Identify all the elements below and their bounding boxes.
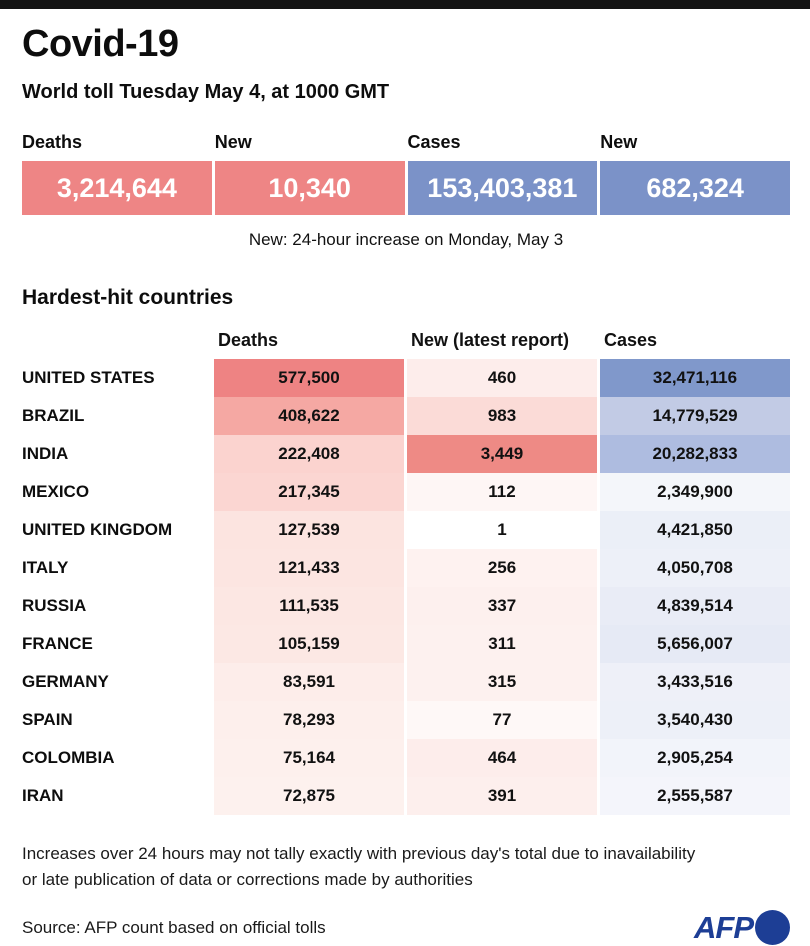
cases-cell: 4,050,708 bbox=[600, 549, 790, 587]
new-cell: 77 bbox=[407, 701, 597, 739]
deaths-cell: 222,408 bbox=[214, 435, 404, 473]
table-header-row bbox=[22, 330, 790, 359]
deaths-cell: 217,345 bbox=[214, 473, 404, 511]
table-row bbox=[22, 397, 790, 435]
country-label: ITALY bbox=[22, 549, 211, 587]
table-row bbox=[22, 587, 790, 625]
country-label: IRAN bbox=[22, 777, 211, 815]
table-row bbox=[22, 511, 790, 549]
new-cell: 112 bbox=[407, 473, 597, 511]
cases-cell: 4,421,850 bbox=[600, 511, 790, 549]
new-cell: 391 bbox=[407, 777, 597, 815]
footnote-line-2: or late publication of data or corrections made by authorities bbox=[22, 870, 473, 890]
new-cell: 464 bbox=[407, 739, 597, 777]
stat-box-deaths bbox=[22, 161, 212, 215]
table-row bbox=[22, 473, 790, 511]
hardest-hit-table bbox=[22, 330, 790, 815]
cases-cell: 3,433,516 bbox=[600, 663, 790, 701]
deaths-cell: 408,622 bbox=[214, 397, 404, 435]
country-label: COLOMBIA bbox=[22, 739, 211, 777]
table-row bbox=[22, 549, 790, 587]
deaths-cell: 127,539 bbox=[214, 511, 404, 549]
country-label: SPAIN bbox=[22, 701, 211, 739]
new-cell: 1 bbox=[407, 511, 597, 549]
new-cell: 983 bbox=[407, 397, 597, 435]
country-label: RUSSIA bbox=[22, 587, 211, 625]
cases-cell: 5,656,007 bbox=[600, 625, 790, 663]
top-accent-bar bbox=[0, 0, 810, 9]
cases-cell: 32,471,116 bbox=[600, 359, 790, 397]
world-totals-section bbox=[22, 132, 790, 250]
stat-box-cases bbox=[408, 161, 598, 215]
cases-cell: 14,779,529 bbox=[600, 397, 790, 435]
column-header-deaths: Deaths bbox=[218, 330, 279, 350]
page-title: Covid-19 bbox=[22, 23, 179, 65]
afp-logo bbox=[694, 910, 790, 946]
stat-value-new-deaths: 10,340 bbox=[268, 172, 351, 203]
country-label: INDIA bbox=[22, 435, 211, 473]
cases-cell: 3,540,430 bbox=[600, 701, 790, 739]
stat-box-new-cases bbox=[600, 161, 790, 215]
new-cell: 3,449 bbox=[407, 435, 597, 473]
stat-labels-row bbox=[22, 132, 790, 161]
stat-label-new-cases: New bbox=[600, 132, 638, 152]
deaths-cell: 75,164 bbox=[214, 739, 404, 777]
cases-cell: 2,349,900 bbox=[600, 473, 790, 511]
deaths-cell: 105,159 bbox=[214, 625, 404, 663]
new-cell: 256 bbox=[407, 549, 597, 587]
column-header-new: New (latest report) bbox=[411, 330, 570, 350]
cases-cell: 4,839,514 bbox=[600, 587, 790, 625]
new-cell: 315 bbox=[407, 663, 597, 701]
deaths-cell: 577,500 bbox=[214, 359, 404, 397]
new-cell: 311 bbox=[407, 625, 597, 663]
source-row bbox=[22, 910, 790, 946]
stat-value-cases: 153,403,381 bbox=[427, 172, 578, 203]
afp-globe-icon bbox=[755, 910, 790, 945]
table-section-title: Hardest-hit countries bbox=[22, 286, 234, 309]
deaths-cell: 72,875 bbox=[214, 777, 404, 815]
footnote-line-1: Increases over 24 hours may not tally exactly with previous day's total due to inavailability bbox=[22, 844, 696, 863]
stat-label-cases: Cases bbox=[407, 132, 461, 152]
table-row bbox=[22, 701, 790, 739]
stat-boxes-row bbox=[22, 161, 790, 215]
country-label: FRANCE bbox=[22, 625, 211, 663]
deaths-cell: 121,433 bbox=[214, 549, 404, 587]
deaths-cell: 111,535 bbox=[214, 587, 404, 625]
header-spacer bbox=[22, 330, 211, 359]
cases-cell: 20,282,833 bbox=[600, 435, 790, 473]
country-label: BRAZIL bbox=[22, 397, 211, 435]
deaths-cell: 78,293 bbox=[214, 701, 404, 739]
country-label: UNITED STATES bbox=[22, 359, 211, 397]
new-cell: 337 bbox=[407, 587, 597, 625]
afp-logo-text: AFP bbox=[694, 909, 753, 945]
column-header-cases: Cases bbox=[604, 330, 658, 350]
stat-label-new-deaths: New bbox=[214, 132, 252, 152]
table-row bbox=[22, 663, 790, 701]
table-row bbox=[22, 625, 790, 663]
stats-footnote: New: 24-hour increase on Monday, May 3 bbox=[248, 230, 564, 249]
new-cell: 460 bbox=[407, 359, 597, 397]
country-label: GERMANY bbox=[22, 663, 211, 701]
country-label: MEXICO bbox=[22, 473, 211, 511]
page-subtitle: World toll Tuesday May 4, at 1000 GMT bbox=[22, 81, 390, 103]
table-row bbox=[22, 739, 790, 777]
stat-value-new-cases: 682,324 bbox=[646, 172, 744, 203]
stat-box-new-deaths bbox=[215, 161, 405, 215]
table-row bbox=[22, 435, 790, 473]
table-footnote bbox=[22, 841, 790, 894]
country-label: UNITED KINGDOM bbox=[22, 511, 211, 549]
deaths-cell: 83,591 bbox=[214, 663, 404, 701]
table-row bbox=[22, 777, 790, 815]
source-credit: Source: AFP count based on official tolls bbox=[22, 917, 326, 937]
stat-value-deaths: 3,214,644 bbox=[56, 172, 177, 203]
cases-cell: 2,555,587 bbox=[600, 777, 790, 815]
cases-cell: 2,905,254 bbox=[600, 739, 790, 777]
table-row bbox=[22, 359, 790, 397]
stat-label-deaths: Deaths bbox=[22, 132, 83, 152]
table-body bbox=[22, 359, 790, 815]
